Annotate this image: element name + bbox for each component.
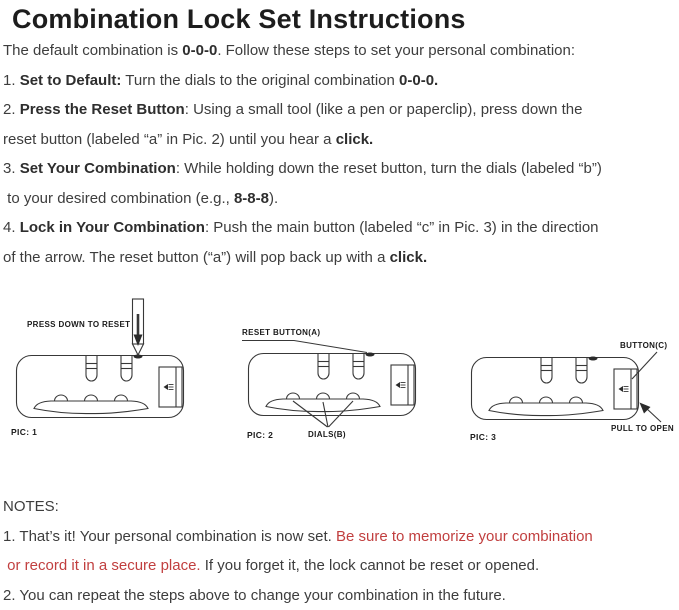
- step-4: [3, 213, 679, 272]
- step-3: [3, 154, 679, 213]
- text-segment: 4.: [3, 219, 20, 236]
- lock-body-group: [472, 357, 639, 420]
- pull-to-open-label: PULL TO OPEN: [611, 424, 674, 433]
- reset-button-label: RESET BUTTON(A): [242, 328, 320, 337]
- text-segment: 3.: [3, 160, 20, 177]
- figure-caption-pic1: PIC: 1: [11, 427, 37, 437]
- figure-pic3: [463, 295, 677, 453]
- text-segment: ).: [269, 190, 278, 207]
- text-segment: Set to Default:: [20, 72, 122, 89]
- text-segment: 0-0-0: [182, 42, 217, 59]
- figure-pic1: [11, 295, 211, 453]
- reset-button-dot: [589, 357, 598, 361]
- text-segment: If you forget it, the lock cannot be reset or opened.: [201, 557, 540, 574]
- figure-pic2: [238, 295, 443, 453]
- text-segment: click.: [336, 131, 374, 148]
- lock-body-group: [249, 353, 416, 416]
- notes-heading: NOTES:: [3, 492, 679, 522]
- text-segment: Press the Reset Button: [20, 101, 185, 118]
- text-segment: Be sure to memorize your combination: [336, 528, 593, 545]
- dials-label: DIALS(B): [308, 430, 346, 439]
- text-segment: : Using a small tool (like a pen or paperclip), press down the: [185, 101, 583, 118]
- step-1: [3, 66, 679, 96]
- text-segment: 2.: [3, 101, 20, 118]
- reset-button-dot: [366, 353, 375, 357]
- instruction-steps: [3, 36, 679, 272]
- text-segment: to your desired combination (e.g.,: [3, 190, 234, 207]
- text-segment: 1.: [3, 72, 20, 89]
- note-1: [3, 522, 679, 581]
- reset-leader-line: [242, 341, 367, 353]
- text-segment: or record it in a secure place.: [3, 557, 201, 574]
- text-segment: of the arrow. The reset button (“a”) will pop back up with a: [3, 249, 390, 266]
- text-segment: The default combination is: [3, 42, 182, 59]
- text-segment: 8-8-8: [234, 190, 269, 207]
- text-segment: : Push the main button (labeled “c” in Pic. 3) in the direction: [205, 219, 599, 236]
- text-segment: click.: [390, 249, 428, 266]
- step-2: [3, 95, 679, 154]
- press-down-label: PRESS DOWN TO RESET: [27, 320, 130, 329]
- figure-caption-pic2: PIC: 2: [247, 430, 273, 440]
- text-segment: : While holding down the reset button, turn the dials (labeled “b”): [176, 160, 602, 177]
- button-c-label: BUTTON(C): [620, 341, 667, 350]
- text-segment: 0-0-0.: [399, 72, 438, 89]
- intro-paragraph: [3, 36, 679, 66]
- instruction-sheet: [0, 3, 679, 610]
- lock-diagram-svg: [11, 295, 211, 453]
- text-segment: Set Your Combination: [20, 160, 176, 177]
- note-2: [3, 581, 679, 610]
- pen-tool-icon: [133, 299, 144, 355]
- text-segment: reset button (labeled “a” in Pic. 2) until you hear a: [3, 131, 336, 148]
- figure-caption-pic3: PIC: 3: [470, 432, 496, 442]
- text-segment: 1. That’s it! Your personal combination is now set.: [3, 528, 336, 545]
- pull-arrow-icon: [640, 403, 662, 423]
- lock-body-group: [17, 355, 184, 418]
- text-segment: . Follow these steps to set your personal combination:: [217, 42, 575, 59]
- text-segment: Lock in Your Combination: [20, 219, 205, 236]
- diagram-strip: [3, 272, 679, 490]
- notes-section: [3, 492, 679, 610]
- text-segment: 2. You can repeat the steps above to change your combination in the future.: [3, 587, 506, 604]
- text-segment: Turn the dials to the original combination: [121, 72, 399, 89]
- page-title: Combination Lock Set Instructions: [12, 3, 679, 35]
